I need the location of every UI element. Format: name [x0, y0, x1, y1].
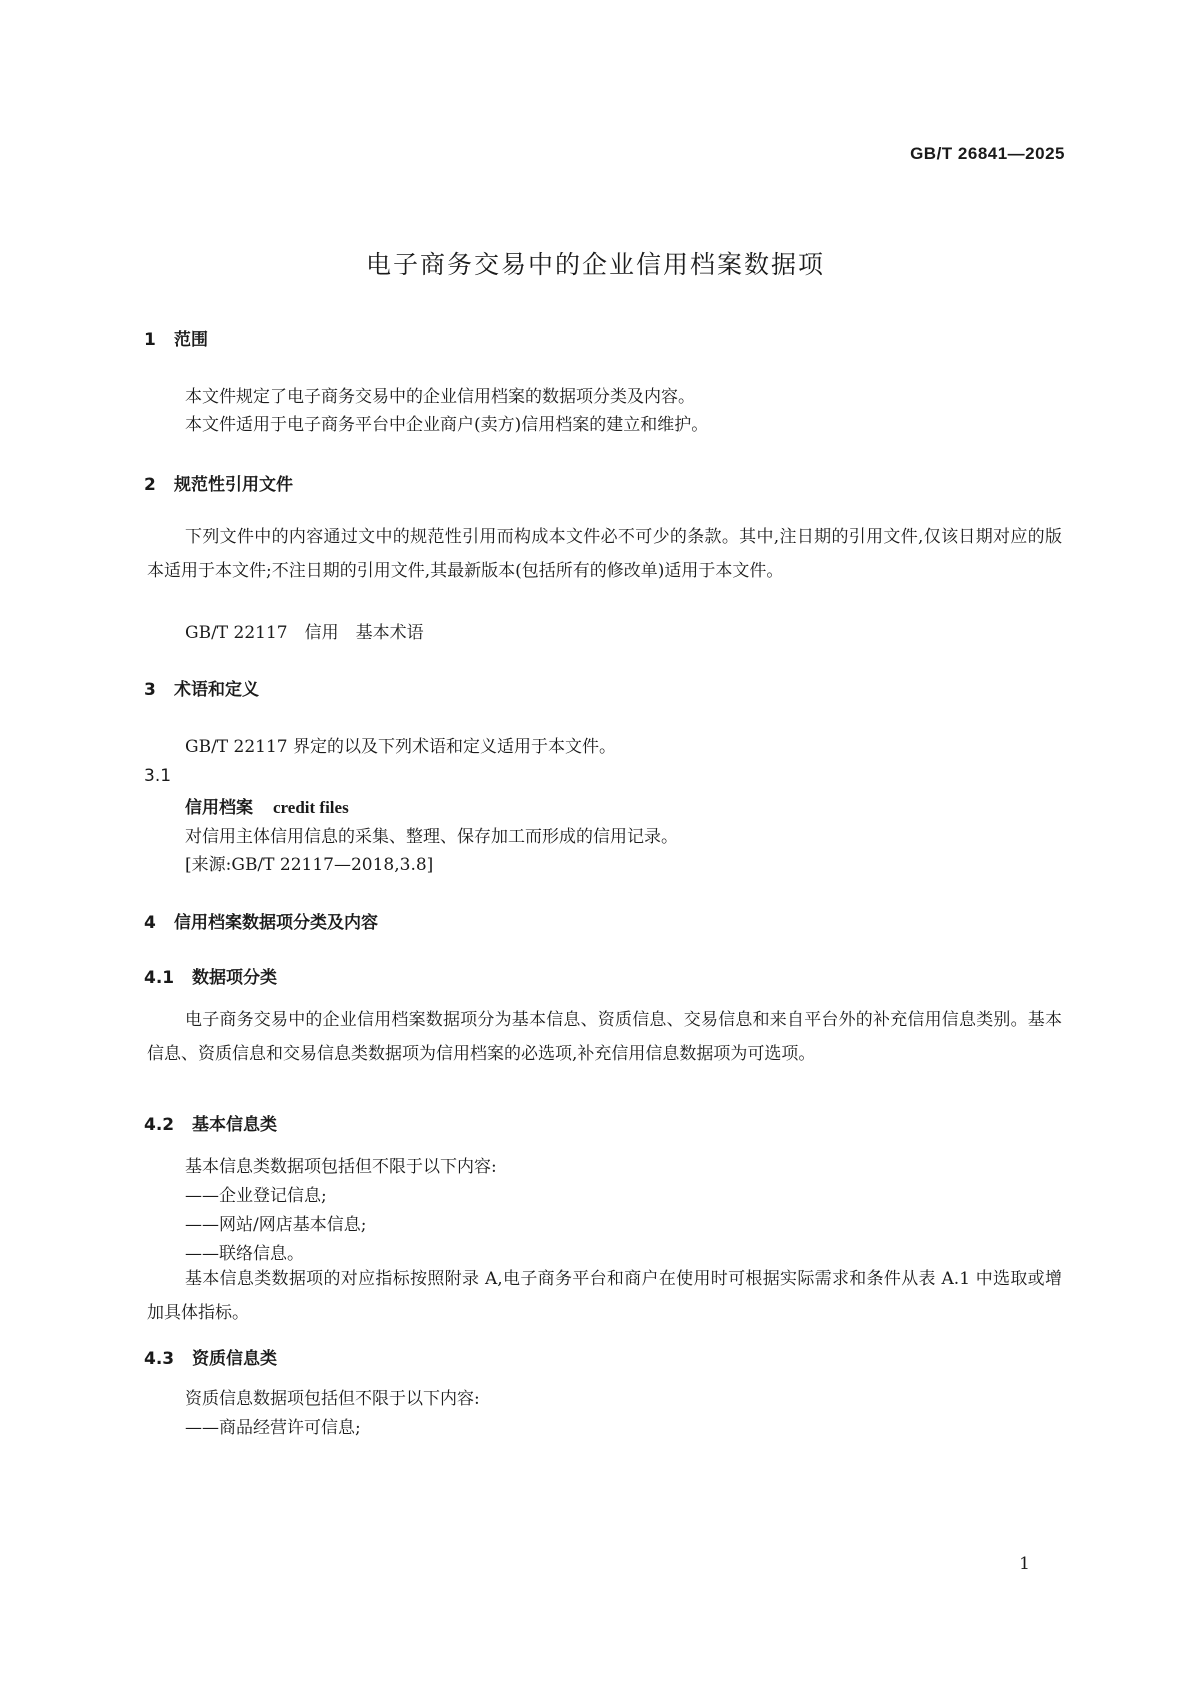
term-definition: 对信用主体信用信息的采集、整理、保存加工而形成的信用记录。 [185, 827, 678, 847]
page-number: 1 [1019, 1554, 1030, 1574]
term-english: credit files [273, 798, 349, 817]
section-2-heading [144, 470, 293, 495]
document-title: 电子商务交易中的企业信用档案数据项 [365, 250, 825, 279]
list-item: ——企业登记信息; [185, 1186, 327, 1206]
section-title: 规范性引用文件 [174, 475, 293, 495]
paragraph: 下列文件中的内容通过文中的规范性引用而构成本文件必不可少的条款。其中,注日期的引用文件,仅该日期对应的版本适用于本文件;不注日期的引用文件,其最新版本(包括所有的修改单)适用于本文件。 [147, 527, 1062, 581]
list-intro: 资质信息数据项包括但不限于以下内容: [185, 1389, 480, 1409]
term-entry [185, 793, 349, 818]
section-number: 4.1 [144, 968, 175, 988]
list-item: ——联络信息。 [185, 1244, 304, 1264]
section-number: 4 [144, 913, 156, 933]
section-number: 2 [144, 475, 156, 495]
section-1-heading [144, 325, 208, 350]
section-number: 1 [144, 330, 156, 350]
section-4-heading [144, 908, 378, 933]
paragraph: 基本信息类数据项的对应指标按照附录 A,电子商务平台和商户在使用时可根据实际需求和条件从表 A.1 中选取或增加具体指标。 [147, 1269, 1062, 1323]
paragraph: GB/T 22117 界定的以及下列术语和定义适用于本文件。 [185, 737, 617, 757]
term-number: 3.1 [144, 766, 172, 786]
subsection-4-1-heading [144, 963, 277, 988]
list-item: ——网站/网店基本信息; [185, 1215, 367, 1235]
term-chinese: 信用档案 [185, 798, 253, 818]
normative-reference: GB/T 22117 信用 基本术语 [185, 623, 424, 643]
list-item: ——商品经营许可信息; [185, 1418, 361, 1438]
section-title: 信用档案数据项分类及内容 [174, 913, 378, 933]
paragraph: 本文件适用于电子商务平台中企业商户(卖方)信用档案的建立和维护。 [185, 415, 709, 435]
section-title: 范围 [174, 330, 208, 350]
list-intro: 基本信息类数据项包括但不限于以下内容: [185, 1157, 497, 1177]
section-title: 术语和定义 [174, 680, 259, 700]
paragraph: 电子商务交易中的企业信用档案数据项分为基本信息、资质信息、交易信息和来自平台外的补充信用信息类别。基本信息、资质信息和交易信息类数据项为信用档案的必选项,补充信用信息数据项为可选项。 [147, 1010, 1062, 1064]
paragraph: 本文件规定了电子商务交易中的企业信用档案的数据项分类及内容。 [185, 387, 695, 407]
section-title: 数据项分类 [192, 968, 277, 988]
section-title: 基本信息类 [192, 1115, 277, 1135]
section-number: 4.3 [144, 1349, 175, 1369]
subsection-4-3-heading [144, 1344, 277, 1369]
section-number: 4.2 [144, 1115, 175, 1135]
section-number: 3 [144, 680, 156, 700]
standard-code: GB/T 26841—2025 [910, 144, 1065, 163]
section-title: 资质信息类 [192, 1349, 277, 1369]
term-source: [来源:GB/T 22117—2018,3.8] [185, 855, 434, 875]
subsection-4-2-heading [144, 1110, 277, 1135]
section-3-heading [144, 675, 259, 700]
